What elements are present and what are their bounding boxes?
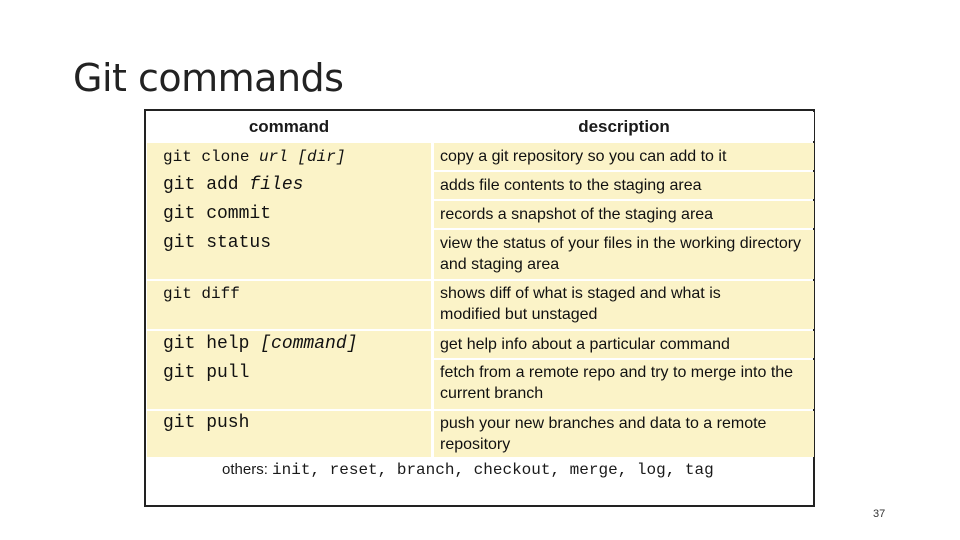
command-pull: git pull [163,363,250,383]
description-status: view the status of your files in the working directory and staging area [440,235,802,273]
header-description: description [434,112,814,141]
page-number: 37 [873,508,886,520]
slide-title: Git commands [73,56,344,100]
commands-table [144,109,815,507]
others-label: others: [222,461,268,478]
command-add: git add files [163,175,304,195]
description-clone: copy a git repository so you can add to it [440,148,727,165]
description-help: get help info about a particular command [440,336,730,353]
command-clone: git clone url [dir] [163,148,346,166]
command-help: git help [command] [163,334,358,354]
others-commands: init, reset, branch, checkout, merge, log, tag [272,461,714,479]
description-push: push your new branches and data to a remote repository [440,415,767,453]
description-pull: fetch from a remote repo and try to merge into the current branch [440,364,794,402]
others-line [222,461,714,479]
command-status: git status [163,233,272,253]
header-command: command [147,112,431,141]
command-commit: git commit [163,204,272,224]
command-push: git push [163,413,250,433]
description-add: adds file contents to the staging area [440,177,702,194]
command-diff: git diff [163,285,240,303]
description-diff: shows diff of what is staged and what is modified but unstaged [440,285,721,323]
description-commit: records a snapshot of the staging area [440,206,714,223]
